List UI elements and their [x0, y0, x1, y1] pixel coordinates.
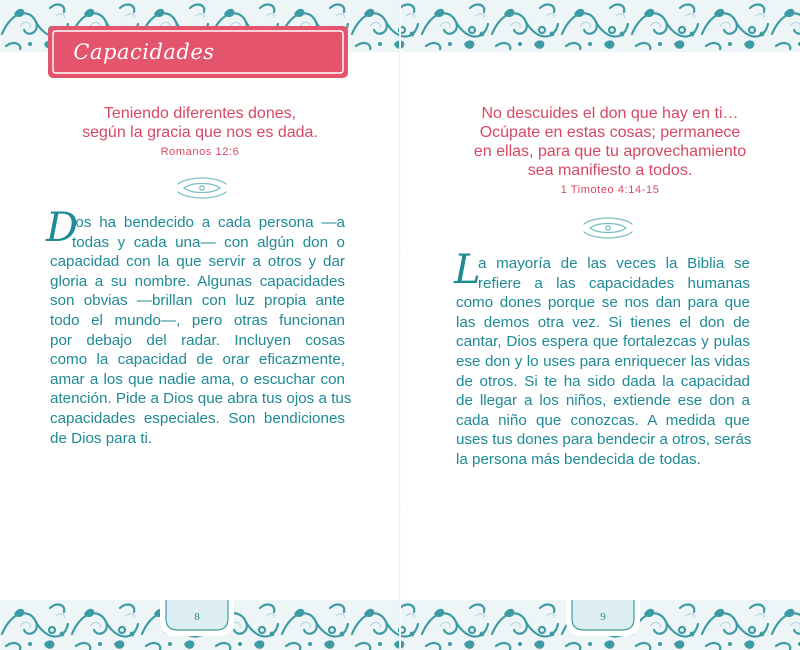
- flourish-ornament: [174, 174, 230, 202]
- text-line: atención. Pide a Dios que abra tus ojos a tus: [50, 390, 352, 408]
- verse-line: Teniendo diferentes dones,: [103, 105, 297, 122]
- verse-reference: 1 Timoteo 4:14-15: [560, 184, 660, 196]
- text-line: capacidad con la que servir a otros y dar: [50, 253, 345, 271]
- text-line: por debajo del radar. Incluyen cosas: [50, 331, 345, 349]
- verse-reference: Romanos 12:6: [160, 146, 240, 158]
- verse-line: No descuides el don que hay en ti…: [481, 105, 739, 122]
- text-line: capacidades especiales. Son bendiciones: [50, 409, 345, 427]
- text-line: ios ha bendecido a cada persona —a: [72, 214, 345, 231]
- text-line: gloria a su nombre. Algunas capacidades: [50, 272, 345, 290]
- text-line: como dones porque se nos dan para que: [456, 294, 750, 312]
- verse-line: Ocúpate en estas cosas; permanece: [479, 124, 741, 141]
- text-line: son obvias —brillan con luz propia ante: [50, 292, 345, 310]
- text-line: de llegar a los niños, extiende ese don a: [456, 392, 750, 410]
- text-line: todo el mundo—, pero otras funcionan: [50, 311, 345, 329]
- text-line: de otros. Si te ha sido dada la capacidad: [456, 372, 750, 390]
- page-number: 8: [194, 611, 200, 623]
- text-line: a mayoría de las veces la Biblia se: [478, 255, 750, 272]
- text-line: la persona más bendecida de todas.: [456, 450, 701, 468]
- flourish-ornament: [580, 214, 636, 242]
- devotional-body-text: [50, 213, 352, 448]
- page-title: Capacidades: [73, 40, 215, 64]
- verse-line: sea manifiesto a todos.: [527, 162, 693, 179]
- drop-cap: L: [454, 247, 481, 293]
- verse-line: según la gracia que nos es dada.: [82, 124, 318, 141]
- book-gutter: [399, 0, 401, 650]
- page-number: 9: [600, 611, 606, 623]
- text-line: refiere a las capacidades humanas: [478, 274, 750, 292]
- devotional-body-text: [456, 254, 750, 470]
- text-line: todas y cada una— con algún don o: [72, 233, 345, 251]
- text-line: amar a los que nadie ama, o escuchar con: [50, 370, 345, 388]
- text-line: uses tus dones para bendecir a otros, serás: [456, 431, 752, 449]
- text-line: de Dios para ti.: [50, 429, 153, 447]
- scripture-verse: [440, 104, 780, 200]
- text-line: cada niño que conozcas. A medida que: [456, 411, 750, 429]
- text-line: ese don y lo uses para enriquecer las vidas: [456, 352, 750, 370]
- text-line: como la capacidad de orar eficazmente,: [50, 351, 345, 369]
- verse-line: en ellas, para que tu aprovechamiento: [473, 143, 747, 160]
- scripture-verse: [40, 104, 360, 162]
- text-line: las demos otra vez. Si tienes el don de: [456, 313, 750, 331]
- text-line: cantar, Dios espera que fortalezcas y pulas: [456, 333, 750, 351]
- drop-cap: D: [46, 205, 79, 251]
